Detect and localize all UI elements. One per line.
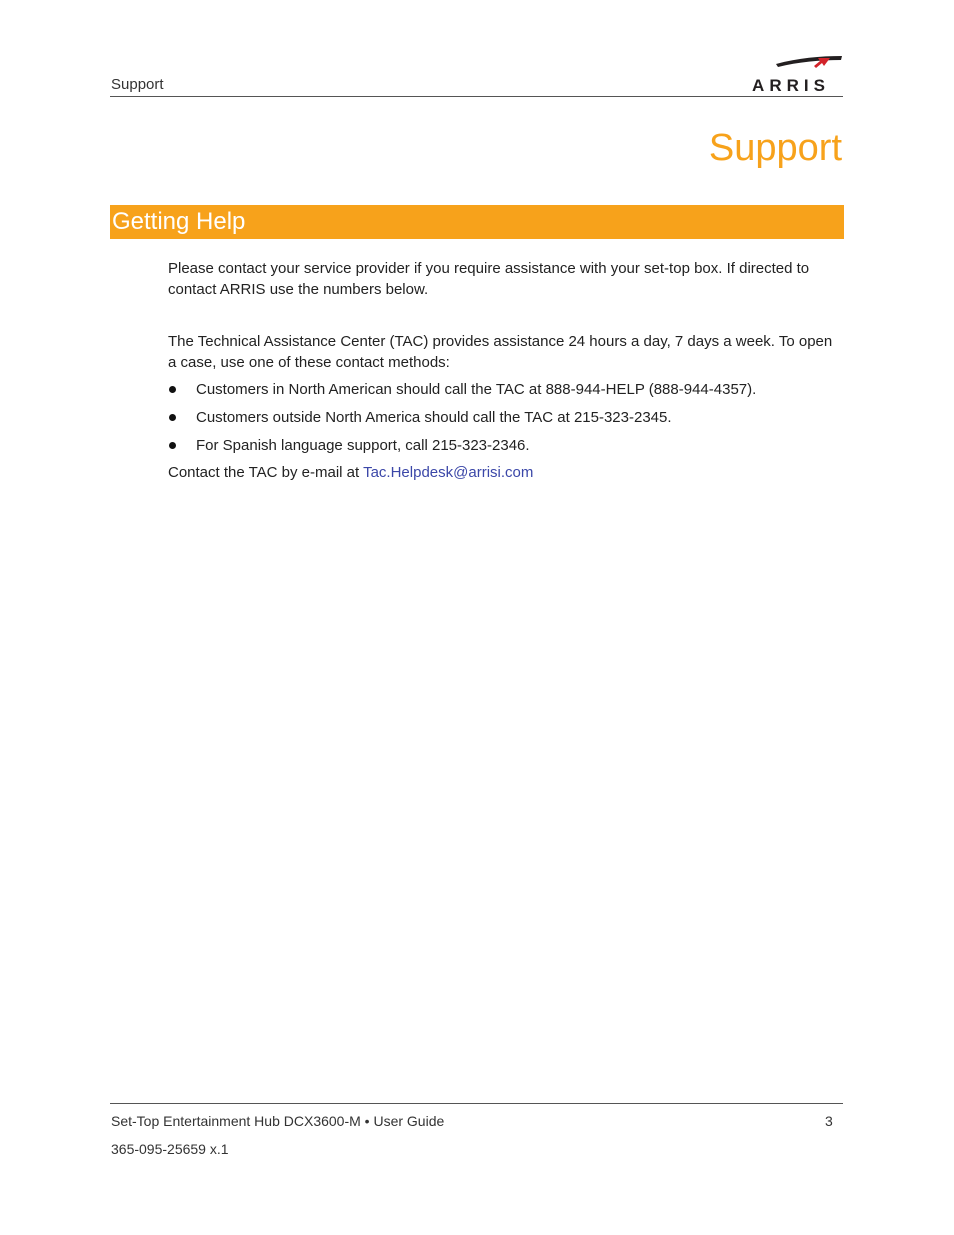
email-paragraph bbox=[168, 462, 833, 483]
footer-page-number: 3 bbox=[825, 1113, 833, 1129]
section-title: Getting Help bbox=[112, 208, 246, 235]
tac-paragraph: The Technical Assistance Center (TAC) provides assistance 24 hours a day, 7 days a week. To open a case, use one of these contact methods: bbox=[168, 333, 833, 371]
header-label: Support bbox=[111, 76, 164, 93]
bullet-icon bbox=[169, 414, 176, 421]
logo-swoosh-icon bbox=[776, 56, 842, 67]
email-prefix: Contact the TAC by e-mail at bbox=[168, 464, 364, 481]
footer-guide-title: Set-Top Entertainment Hub DCX3600-M • User Guide bbox=[111, 1113, 445, 1129]
bullet-icon bbox=[169, 386, 176, 393]
list-item bbox=[168, 407, 833, 435]
list-item bbox=[168, 435, 833, 463]
chapter-title: Support bbox=[708, 127, 842, 169]
arris-logo bbox=[738, 54, 844, 94]
tac-email-link[interactable]: Tac.Helpdesk@arrisi.com bbox=[363, 464, 534, 481]
logo-wordmark: ARRIS bbox=[752, 76, 830, 94]
list-item bbox=[168, 379, 833, 407]
list-item-text: Customers in North American should call the TAC at 888-944-HELP (888-944-4357). bbox=[196, 381, 757, 398]
list-item-text: Customers outside North America should call the TAC at 215-323-2345. bbox=[196, 409, 672, 426]
intro-paragraph: Please contact your service provider if you require assistance with your set-top box. If directed to contact ARRIS use the numbers below. bbox=[168, 260, 810, 298]
footer-doc-number: 365-095-25659 x.1 bbox=[111, 1141, 229, 1157]
header-rule bbox=[110, 96, 843, 97]
contact-methods-list bbox=[168, 379, 833, 463]
bullet-icon bbox=[169, 442, 176, 449]
footer-rule bbox=[110, 1103, 843, 1104]
list-item-text: For Spanish language support, call 215-323-2346. bbox=[196, 437, 530, 454]
section-heading-bar bbox=[110, 205, 844, 239]
